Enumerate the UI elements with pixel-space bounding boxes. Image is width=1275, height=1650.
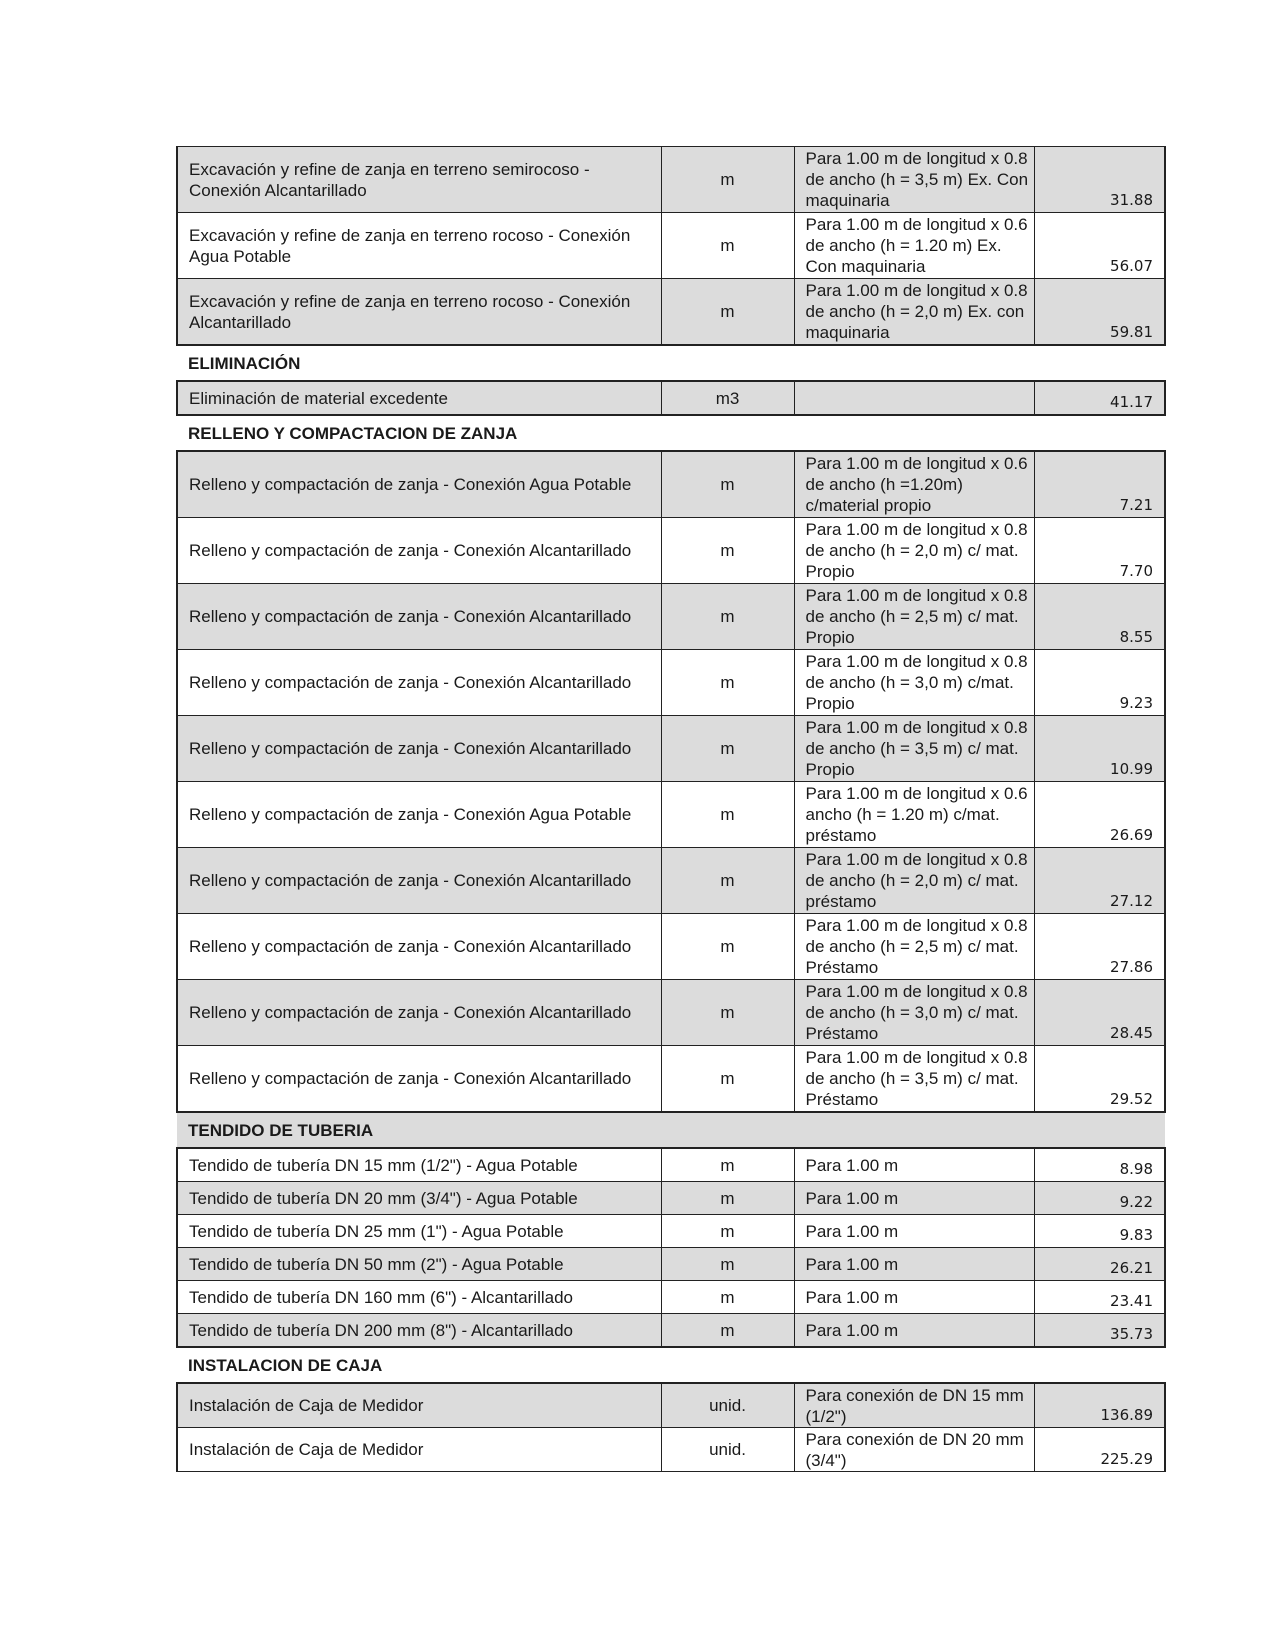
item-spec: Para 1.00 m de longitud x 0.8 de ancho (h = 2,0 m) c/ mat. Propio	[794, 518, 1034, 584]
table-row	[177, 381, 1165, 415]
table-row	[177, 650, 1165, 716]
item-spec: Para 1.00 m de longitud x 0.8 de ancho (h = 2,0 m) Ex. con maquinaria	[794, 279, 1034, 346]
item-price: 23.41	[1034, 1281, 1165, 1314]
section-header-row	[177, 415, 1165, 451]
item-price: 26.69	[1034, 782, 1165, 848]
item-description: Excavación y refine de zanja en terreno rocoso - Conexión Agua Potable	[177, 213, 661, 279]
table-row	[177, 782, 1165, 848]
item-description: Eliminación de material excedente	[177, 381, 661, 415]
item-description: Tendido de tubería DN 25 mm (1") - Agua Potable	[177, 1215, 661, 1248]
item-unit: m	[661, 1215, 794, 1248]
item-spec: Para 1.00 m	[794, 1182, 1034, 1215]
item-price: 10.99	[1034, 716, 1165, 782]
item-price: 28.45	[1034, 980, 1165, 1046]
item-description: Excavación y refine de zanja en terreno semirocoso - Conexión Alcantarillado	[177, 147, 661, 213]
section-title: TENDIDO DE TUBERIA	[177, 1112, 1165, 1148]
item-description: Relleno y compactación de zanja - Conexión Alcantarillado	[177, 980, 661, 1046]
item-price: 59.81	[1034, 279, 1165, 346]
table-body	[177, 147, 1165, 1472]
item-unit: m	[661, 584, 794, 650]
item-spec: Para conexión de DN 20 mm (3/4")	[794, 1428, 1034, 1472]
table-row	[177, 279, 1165, 346]
item-price: 9.83	[1034, 1215, 1165, 1248]
item-description: Relleno y compactación de zanja - Conexión Alcantarillado	[177, 518, 661, 584]
item-description: Relleno y compactación de zanja - Conexión Alcantarillado	[177, 914, 661, 980]
item-price: 31.88	[1034, 147, 1165, 213]
item-price: 7.21	[1034, 451, 1165, 518]
item-unit: m	[661, 1046, 794, 1113]
table-row	[177, 1215, 1165, 1248]
table-row	[177, 1383, 1165, 1428]
item-price: 27.86	[1034, 914, 1165, 980]
item-unit: m3	[661, 381, 794, 415]
item-price: 56.07	[1034, 213, 1165, 279]
item-description: Tendido de tubería DN 50 mm (2") - Agua Potable	[177, 1248, 661, 1281]
item-description: Relleno y compactación de zanja - Conexión Alcantarillado	[177, 650, 661, 716]
item-unit: m	[661, 716, 794, 782]
item-description: Tendido de tubería DN 200 mm (8") - Alcantarillado	[177, 1314, 661, 1348]
item-unit: m	[661, 914, 794, 980]
item-spec: Para 1.00 m de longitud x 0.8 de ancho (h = 2,5 m) c/ mat. Propio	[794, 584, 1034, 650]
item-unit: m	[661, 650, 794, 716]
table-row	[177, 213, 1165, 279]
section-header-row	[177, 1112, 1165, 1148]
item-unit: m	[661, 1148, 794, 1182]
item-unit: m	[661, 980, 794, 1046]
table-row	[177, 451, 1165, 518]
item-unit: m	[661, 213, 794, 279]
item-description: Tendido de tubería DN 160 mm (6") - Alcantarillado	[177, 1281, 661, 1314]
item-spec: Para 1.00 m	[794, 1248, 1034, 1281]
item-description: Relleno y compactación de zanja - Conexión Alcantarillado	[177, 1046, 661, 1113]
section-title: INSTALACION DE CAJA	[177, 1347, 1165, 1383]
item-unit: m	[661, 1314, 794, 1348]
item-spec: Para 1.00 m de longitud x 0.8 de ancho (h = 3,5 m) Ex. Con maquinaria	[794, 147, 1034, 213]
price-table	[176, 146, 1166, 1472]
section-title: RELLENO Y COMPACTACION DE ZANJA	[177, 415, 1165, 451]
item-unit: m	[661, 848, 794, 914]
item-spec: Para 1.00 m de longitud x 0.6 de ancho (h = 1.20 m) Ex. Con maquinaria	[794, 213, 1034, 279]
item-unit: m	[661, 518, 794, 584]
item-description: Relleno y compactación de zanja - Conexión Agua Potable	[177, 451, 661, 518]
table-row	[177, 1428, 1165, 1472]
item-unit: m	[661, 451, 794, 518]
item-description: Relleno y compactación de zanja - Conexión Agua Potable	[177, 782, 661, 848]
table-row	[177, 914, 1165, 980]
item-unit: m	[661, 1248, 794, 1281]
table-row	[177, 147, 1165, 213]
item-description: Relleno y compactación de zanja - Conexión Alcantarillado	[177, 716, 661, 782]
item-description: Tendido de tubería DN 15 mm (1/2") - Agua Potable	[177, 1148, 661, 1182]
item-unit: unid.	[661, 1428, 794, 1472]
item-spec: Para 1.00 m de longitud x 0.6 de ancho (h =1.20m) c/material propio	[794, 451, 1034, 518]
item-price: 8.55	[1034, 584, 1165, 650]
table-row	[177, 1314, 1165, 1348]
table-row	[177, 1182, 1165, 1215]
item-spec: Para 1.00 m de longitud x 0.8 de ancho (h = 2,5 m) c/ mat. Préstamo	[794, 914, 1034, 980]
item-spec: Para 1.00 m	[794, 1215, 1034, 1248]
item-unit: unid.	[661, 1383, 794, 1428]
item-price: 9.23	[1034, 650, 1165, 716]
item-description: Relleno y compactación de zanja - Conexión Alcantarillado	[177, 848, 661, 914]
table-row	[177, 518, 1165, 584]
item-price: 7.70	[1034, 518, 1165, 584]
item-description: Tendido de tubería DN 20 mm (3/4") - Agua Potable	[177, 1182, 661, 1215]
item-spec: Para 1.00 m	[794, 1148, 1034, 1182]
item-price: 26.21	[1034, 1248, 1165, 1281]
item-spec: Para 1.00 m de longitud x 0.8 de ancho (h = 3,5 m) c/ mat. Préstamo	[794, 1046, 1034, 1113]
item-description: Instalación de Caja de Medidor	[177, 1383, 661, 1428]
item-price: 8.98	[1034, 1148, 1165, 1182]
item-price: 29.52	[1034, 1046, 1165, 1113]
section-header-row	[177, 1347, 1165, 1383]
item-price: 35.73	[1034, 1314, 1165, 1348]
item-unit: m	[661, 1182, 794, 1215]
item-spec: Para 1.00 m de longitud x 0.8 de ancho (h = 2,0 m) c/ mat. préstamo	[794, 848, 1034, 914]
item-price: 41.17	[1034, 381, 1165, 415]
section-header-row	[177, 345, 1165, 381]
table-row	[177, 848, 1165, 914]
item-spec: Para 1.00 m	[794, 1281, 1034, 1314]
item-price: 136.89	[1034, 1383, 1165, 1428]
table-row	[177, 1281, 1165, 1314]
item-price: 27.12	[1034, 848, 1165, 914]
item-description: Excavación y refine de zanja en terreno rocoso - Conexión Alcantarillado	[177, 279, 661, 346]
item-price: 9.22	[1034, 1182, 1165, 1215]
table-row	[177, 980, 1165, 1046]
item-spec: Para conexión de DN 15 mm (1/2")	[794, 1383, 1034, 1428]
item-description: Instalación de Caja de Medidor	[177, 1428, 661, 1472]
item-spec: Para 1.00 m de longitud x 0.6 ancho (h = 1.20 m) c/mat. préstamo	[794, 782, 1034, 848]
item-description: Relleno y compactación de zanja - Conexión Alcantarillado	[177, 584, 661, 650]
item-unit: m	[661, 147, 794, 213]
item-price: 225.29	[1034, 1428, 1165, 1472]
item-spec: Para 1.00 m de longitud x 0.8 de ancho (h = 3,0 m) c/ mat. Préstamo	[794, 980, 1034, 1046]
table-row	[177, 716, 1165, 782]
item-spec: Para 1.00 m de longitud x 0.8 de ancho (h = 3,0 m) c/mat. Propio	[794, 650, 1034, 716]
table-row	[177, 1248, 1165, 1281]
table-row	[177, 1148, 1165, 1182]
item-spec: Para 1.00 m	[794, 1314, 1034, 1348]
item-spec	[794, 381, 1034, 415]
item-spec: Para 1.00 m de longitud x 0.8 de ancho (h = 3,5 m) c/ mat. Propio	[794, 716, 1034, 782]
item-unit: m	[661, 782, 794, 848]
section-title: ELIMINACIÓN	[177, 345, 1165, 381]
item-unit: m	[661, 1281, 794, 1314]
item-unit: m	[661, 279, 794, 346]
table-row	[177, 584, 1165, 650]
table-row	[177, 1046, 1165, 1113]
